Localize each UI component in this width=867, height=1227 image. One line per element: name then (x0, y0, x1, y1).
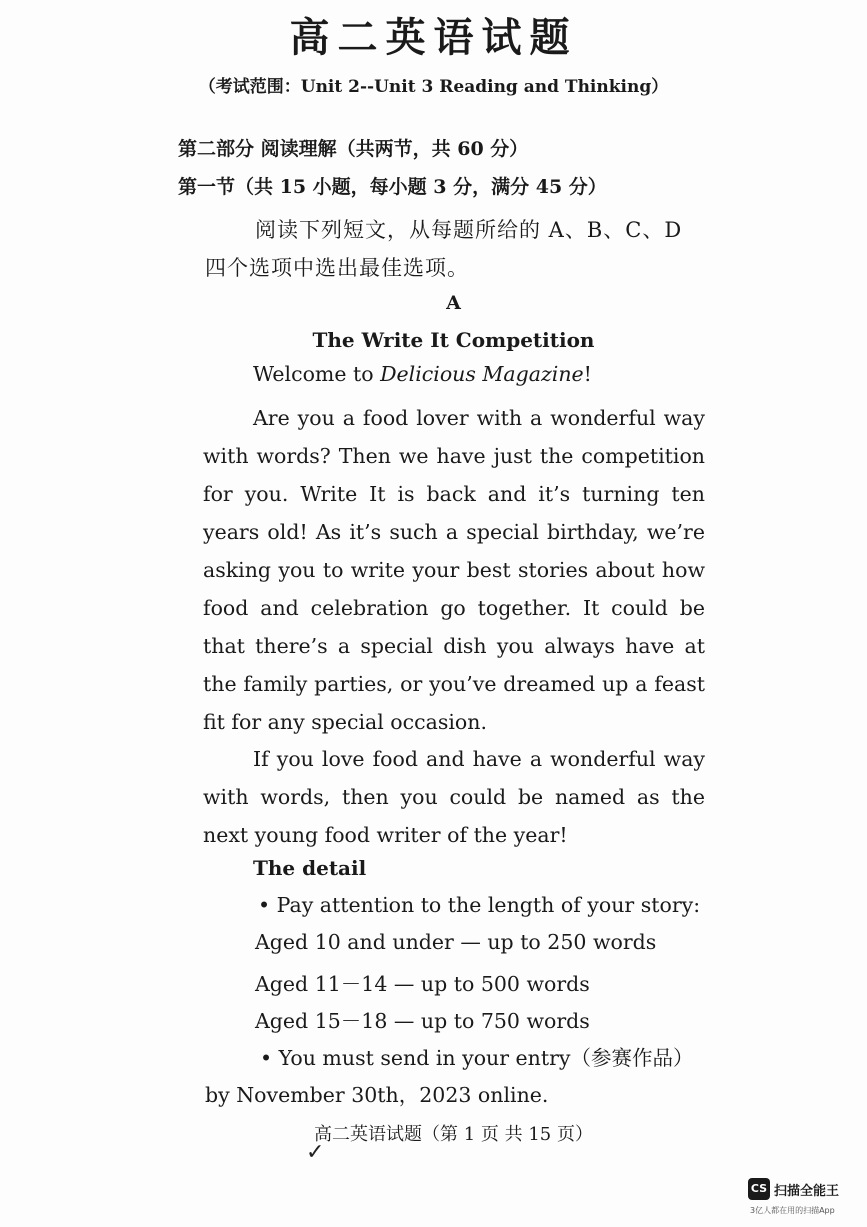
passage-letter: A (446, 292, 461, 314)
paragraph-2: If you love food and have a wonderful way with words, then you could be named as the next young food writer of the year! (203, 747, 705, 847)
welcome-suffix: ! (583, 362, 592, 386)
bullet-entry-cont: by November 30th，2023 online. (205, 1083, 549, 1107)
scanner-watermark (748, 1178, 860, 1222)
exam-title: 高二英语试题 (289, 14, 578, 61)
welcome-prefix: Welcome to (253, 362, 381, 386)
check-mark-icon: ✓ (306, 1140, 325, 1165)
page-footer: 高二英语试题（第 1 页 共 15 页） (314, 1124, 593, 1145)
welcome-line (253, 362, 592, 386)
age-rule-1: Aged 10 and under — up to 250 words (255, 930, 657, 954)
subsection-heading: 第一节（共 15 小题，每小题 3 分，满分 45 分） (178, 176, 607, 198)
camscanner-logo-icon: CS (748, 1178, 770, 1200)
paragraph-1: Are you a food lover with a wonderful way with words? Then we have just the competition for you. Write It is back and it’s turning ten years old! As it’s such a special birthday, we’re asking you to write your best stories about how food and celebration go together. It could be that there’s a special dish you always have at the family parties, or you’ve dreamed up a feast fit for any special occasion. (203, 406, 705, 734)
watermark-app-name: 扫描全能王 (774, 1184, 840, 1199)
age-rule-3: Aged 15－18 — up to 750 words (255, 1009, 590, 1033)
exam-scope: （考试范围：Unit 2--Unit 3 Reading and Thinking） (198, 77, 669, 97)
bullet-entry: • You must send in your entry（参赛作品） (260, 1046, 694, 1070)
instruction-text: 阅读下列短文，从每题所给的 A、B、C、D 四个选项中选出最佳选项。 (205, 218, 683, 280)
passage-title: The Write It Competition (312, 328, 595, 352)
age-rule-2: Aged 11－14 — up to 500 words (255, 972, 590, 996)
part-heading: 第二部分 阅读理解（共两节，共 60 分） (178, 138, 529, 160)
bullet-length: • Pay attention to the length of your story: (258, 893, 701, 917)
magazine-name: Delicious Magazine (380, 362, 584, 386)
detail-heading: The detail (253, 856, 367, 880)
watermark-tagline: 3亿人都在用的扫描App (750, 1206, 835, 1215)
